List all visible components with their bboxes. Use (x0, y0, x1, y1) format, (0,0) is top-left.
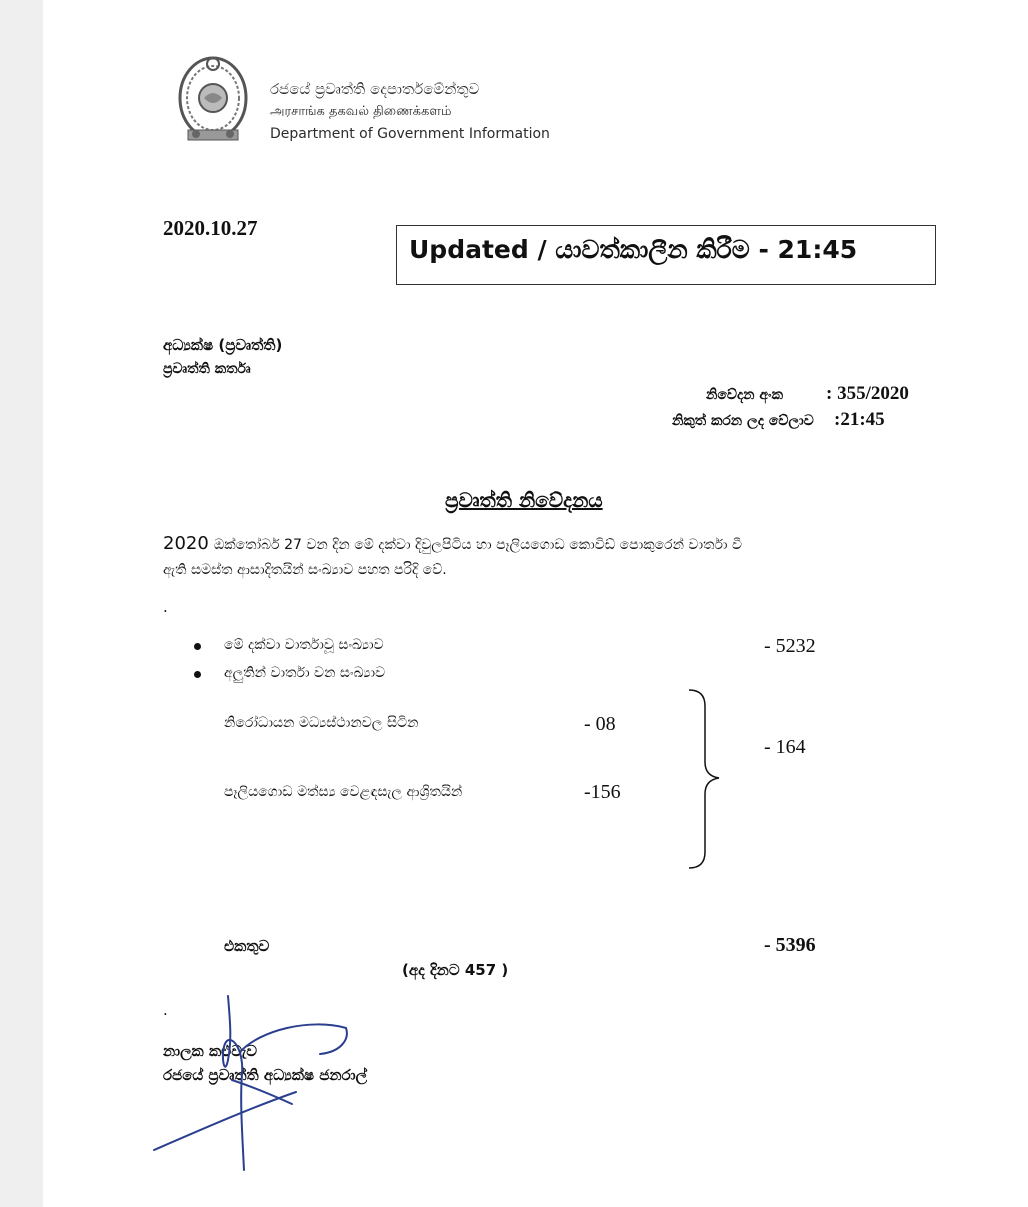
total-value: - 5396 (764, 934, 816, 956)
signatory-title: රජයේ ප්‍රවෘත්ති අධ්‍යක්ෂ ජනරාල් (163, 1066, 368, 1084)
press-release-title: ප්‍රවෘත්ති නිවේදනය (445, 488, 603, 512)
new-cases-total: - 164 (764, 736, 806, 758)
bullet-1 (194, 643, 201, 650)
handwritten-signature (150, 990, 360, 1175)
fishmarket-label: පෑලියගොඩ මත්ස්‍ය වෙළඳසැල ආශ්‍රිතයින් (224, 784, 463, 800)
release-time-label: නිකුත් කරන ලද වේලාව (672, 413, 814, 429)
release-number-label: නිවේදන අංක (706, 387, 783, 403)
dept-name-tamil: அரசாங்க தகவல் திணைக்களம் (270, 104, 452, 119)
bullet-2 (194, 671, 201, 678)
release-date: 2020.10.27 (163, 216, 258, 240)
release-time-value: :21:45 (834, 409, 885, 430)
stray-dot-2: . (163, 1001, 168, 1019)
recipient-line-1: අධ්‍යක්ෂ (ප්‍රවෘත්ති) (163, 336, 283, 354)
government-seal-emblem (174, 52, 252, 148)
stray-dot-1: . (163, 598, 168, 616)
intro-line-2: ඇති සමස්ත ආසාදිතයින් සංඛ්‍යාව පහත පරිදි වේ. (163, 562, 447, 578)
release-number-value: : 355/2020 (826, 383, 909, 404)
dept-name-sinhala: රජයේ ප්‍රවෘත්ති දෙපාර්තමේන්තුව (270, 80, 480, 98)
quarantine-value: - 08 (584, 713, 616, 735)
updated-box: Updated / යාවත්කාලීන කිරීම - 21:45 (396, 225, 936, 285)
grouping-brace (685, 688, 725, 870)
dept-name-english: Department of Government Information (270, 126, 550, 142)
fishmarket-value: -156 (584, 781, 621, 803)
signatory-name: නාලක කළුවැව (163, 1042, 258, 1060)
intro-line-1 (163, 533, 742, 554)
new-cases-label: අලුතින් වාර්තා වන සංඛ්‍යාව (224, 665, 386, 681)
recipient-line-2: ප්‍රවෘත්ති කර්තෘ (163, 361, 251, 377)
intro-year: 2020 (163, 533, 209, 554)
today-count: (අද දිනට 457 ) (402, 961, 509, 979)
reported-value: - 5232 (764, 635, 816, 657)
reported-label: මේ දක්වා වාර්තාවූ සංඛ්‍යාව (224, 637, 384, 653)
intro-line-1-text: ඔක්තෝබර් 27 වන දින මේ දක්වා දිවුලපිටිය හා පෑලියගොඩ කොවිඩ් පොකුරෙන් වාර්තා වී (213, 537, 743, 553)
quarantine-label: නිරෝධායන මධ්‍යස්ථානවල සිටින (224, 715, 419, 731)
total-label: එකතුව (224, 937, 270, 955)
